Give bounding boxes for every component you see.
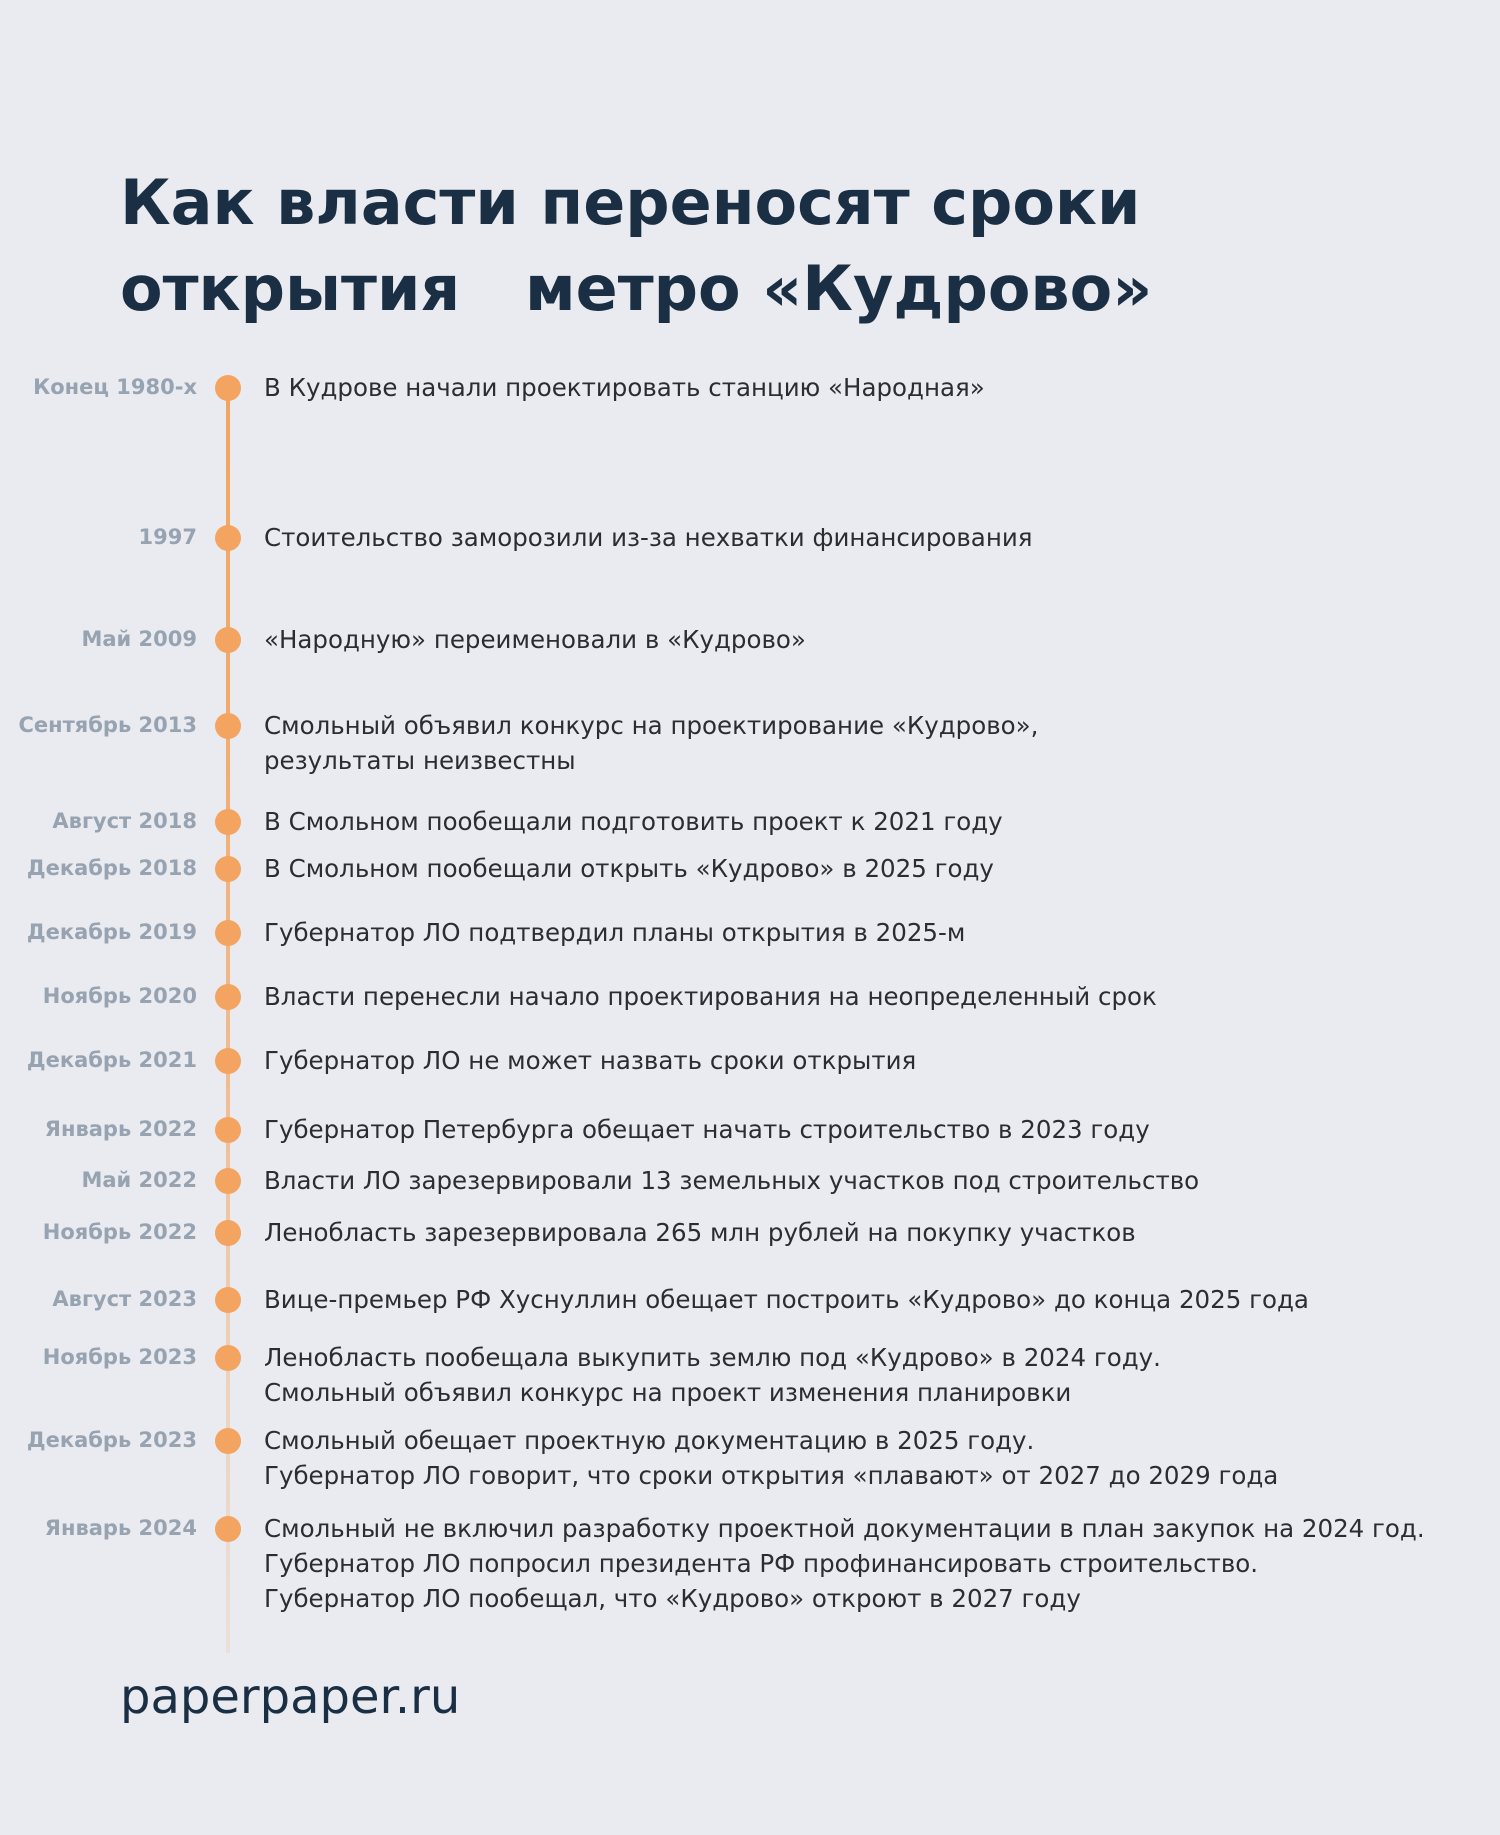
event-text-line: Ленобласть пообещала выкупить землю под «Кудрово» в 2024 году. xyxy=(264,1343,1161,1372)
timeline-dot xyxy=(215,984,241,1010)
timeline-dot xyxy=(215,1117,241,1143)
event-text-line: Смольный не включил разработку проектной документации в план закупок на 2024 год. xyxy=(264,1514,1425,1543)
event-description xyxy=(264,1215,1484,1250)
event-date: Сентябрь 2013 xyxy=(18,713,197,737)
event-text-line: Власти перенесли начало проектирования на неопределенный срок xyxy=(264,982,1157,1011)
event-text-line: Губернатор ЛО подтвердил планы открытия в 2025-м xyxy=(264,918,966,947)
event-text-line: Вице-премьер РФ Хуснуллин обещает построить «Кудрово» до конца 2025 года xyxy=(264,1285,1309,1314)
title-line-1: Как власти переносят сроки xyxy=(120,166,1141,239)
timeline-dot xyxy=(215,713,241,739)
timeline-dot xyxy=(215,920,241,946)
event-description xyxy=(264,1340,1484,1410)
timeline-dot xyxy=(215,375,241,401)
event-text-line: Власти ЛО зарезервировали 13 земельных участков под строительство xyxy=(264,1166,1200,1195)
event-text-line: «Народную» переименовали в «Кудрово» xyxy=(264,625,806,654)
event-text-line: В Кудрове начали проектировать станцию «Народная» xyxy=(264,373,985,402)
event-date: Ноябрь 2022 xyxy=(42,1220,197,1244)
timeline-dot xyxy=(215,1345,241,1371)
brand-footer: paperpaper.ru xyxy=(120,1669,461,1725)
timeline-dot xyxy=(215,627,241,653)
event-description xyxy=(264,915,1484,950)
event-text-line: Губернатор ЛО не может назвать сроки открытия xyxy=(264,1046,917,1075)
event-description xyxy=(264,1423,1484,1493)
timeline-dot xyxy=(215,525,241,551)
event-date: 1997 xyxy=(138,525,197,549)
event-description xyxy=(264,520,1484,555)
event-date: Январь 2022 xyxy=(44,1117,197,1141)
event-date: Декабрь 2018 xyxy=(26,856,197,880)
event-date: Август 2018 xyxy=(52,809,197,833)
event-description xyxy=(264,1163,1484,1198)
timeline-dot xyxy=(215,809,241,835)
timeline-dot xyxy=(215,856,241,882)
event-description xyxy=(264,1043,1484,1078)
event-text-line: Стоительство заморозили из-за нехватки финансирования xyxy=(264,523,1033,552)
event-text-line: Губернатор ЛО говорит, что сроки открытия «плавают» от 2027 до 2029 года xyxy=(264,1461,1279,1490)
event-text-line: Губернатор ЛО пообещал, что «Кудрово» откроют в 2027 году xyxy=(264,1584,1081,1613)
event-date: Декабрь 2019 xyxy=(26,920,197,944)
timeline-axis xyxy=(226,388,230,1653)
event-text-line: результаты неизвестны xyxy=(264,746,576,775)
event-date: Август 2023 xyxy=(52,1287,197,1311)
event-text-line: Смольный объявил конкурс на проектирование «Кудрово», xyxy=(264,711,1039,740)
event-text-line: Ленобласть зарезервировала 265 млн рублей на покупку участков xyxy=(264,1218,1136,1247)
event-date: Декабрь 2021 xyxy=(26,1048,197,1072)
timeline-dot xyxy=(215,1220,241,1246)
event-date: Май 2022 xyxy=(81,1168,197,1192)
event-text-line: Губернатор Петербурга обещает начать строительство в 2023 году xyxy=(264,1115,1150,1144)
event-description xyxy=(264,622,1484,657)
timeline-dot xyxy=(215,1168,241,1194)
timeline-dot xyxy=(215,1516,241,1542)
event-text-line: Губернатор ЛО попросил президента РФ профинансировать строительство. xyxy=(264,1549,1259,1578)
event-date: Декабрь 2023 xyxy=(26,1428,197,1452)
timeline-dot xyxy=(215,1287,241,1313)
event-date: Конец 1980-х xyxy=(33,375,197,399)
timeline-dot xyxy=(215,1428,241,1454)
event-date: Май 2009 xyxy=(81,627,197,651)
event-description xyxy=(264,979,1484,1014)
event-text-line: Смольный объявил конкурс на проект изменения планировки xyxy=(264,1378,1072,1407)
event-description xyxy=(264,370,1484,405)
event-date: Январь 2024 xyxy=(44,1516,197,1540)
event-description xyxy=(264,1511,1484,1616)
event-description xyxy=(264,708,1484,778)
event-description xyxy=(264,1112,1484,1147)
event-description xyxy=(264,851,1484,886)
event-date: Ноябрь 2020 xyxy=(42,984,197,1008)
event-description xyxy=(264,804,1484,839)
timeline-dot xyxy=(215,1048,241,1074)
event-text-line: В Смольном пообещали подготовить проект к 2021 году xyxy=(264,807,1003,836)
event-date: Ноябрь 2023 xyxy=(42,1345,197,1369)
event-description xyxy=(264,1282,1484,1317)
event-text-line: В Смольном пообещали открыть «Кудрово» в 2025 году xyxy=(264,854,994,883)
event-text-line: Смольный обещает проектную документацию в 2025 году. xyxy=(264,1426,1035,1455)
title-line-2: открытия метро «Кудрово» xyxy=(120,252,1153,325)
